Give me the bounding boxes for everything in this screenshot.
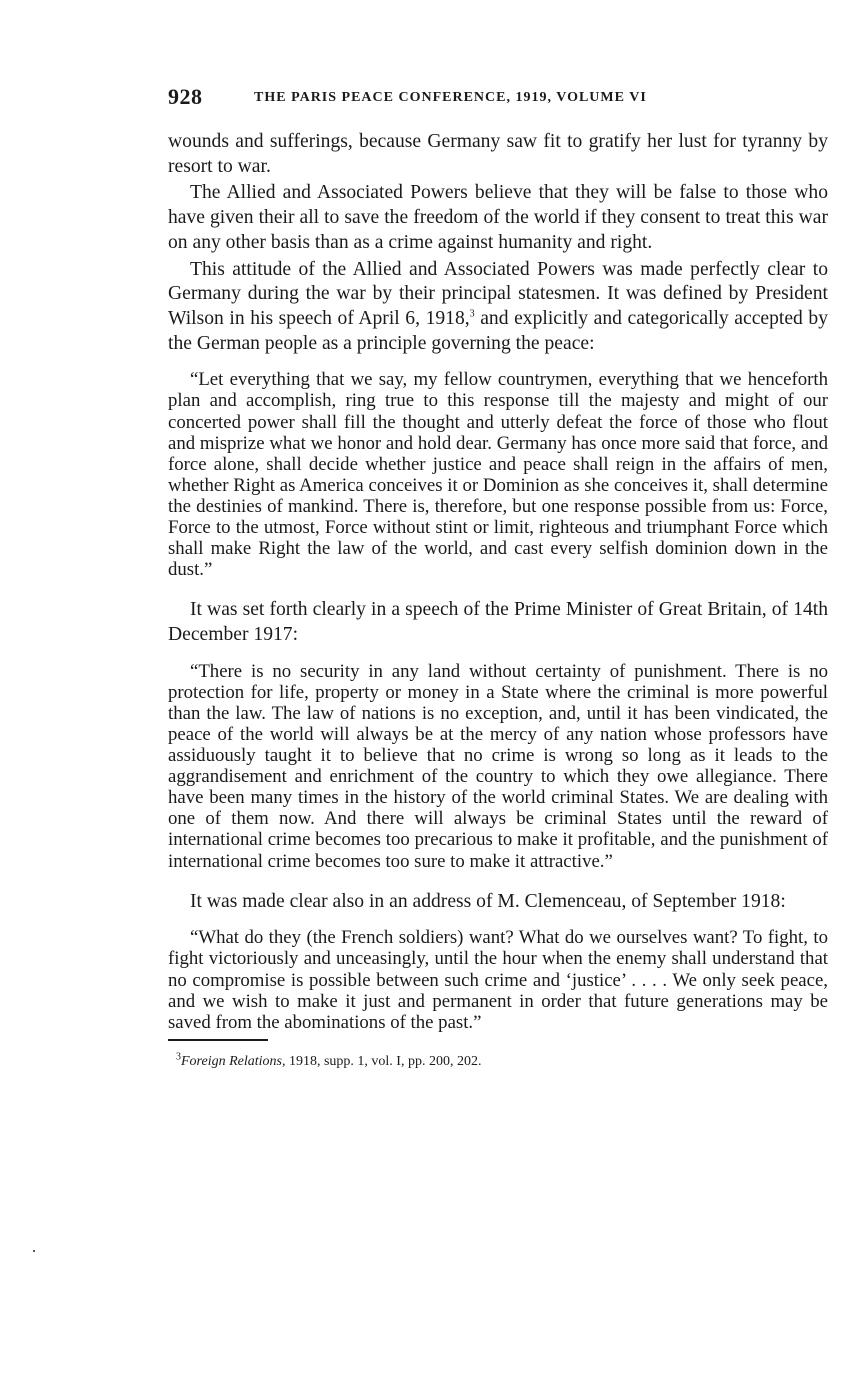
quote-clemenceau: “What do they (the French soldiers) want? What do we ourselves want? To fight, to fight victoriously and unceasingly, until the hour when the enemy shall understand that no compromise is possible between such crime and ‘justice’ . . . . We only seek peace, and we wish to make it just and permanent in order that future generations may be saved from the abominations of the past.”	[168, 927, 828, 1033]
paragraph-clemenceau: It was made clear also in an address of M. Clemenceau, of September 1918:	[190, 890, 786, 912]
footnote-source-title: Foreign Relations,	[181, 1053, 286, 1069]
quote-prime-minister: “There is no security in any land without certainty of punishment. There is no protection for life, property or money in a State where the criminal is more powerful than the law. The law of nations is no exception, and, until it has been vindicated, the peace of the world will always be at the mercy of any nation whose professors have assiduously taught it to believe that no crime is wrong so long as it leads to the aggrandisement and enrichment of the country to which they owe allegiance. There have been many times in the history of the world criminal States. We are dealing with one of them now. And there will always be criminal States until the reward of international crime becomes too precarious to make it profitable, and the punishment of international crime becomes too sure to make it attractive.”	[168, 660, 828, 872]
paragraph-allied-powers: The Allied and Associated Powers believe that they will be false to those who have given their all to save the freedom of the world if they consent to treat this war on any other basis than as a crime against humanity and right.	[168, 182, 828, 253]
paragraph-continuation: wounds and sufferings, because Germany saw fit to gratify her lust for tyranny by resort to war.	[168, 131, 828, 177]
footnote-marker: 3	[176, 1051, 181, 1063]
footnote-divider	[168, 1039, 268, 1041]
paragraph-attitude-text-1: This attitude of the Allied and Associated Powers was made perfectly clear to Germany during the war by their principal statesmen. It was defined by President Wilson in his speech of April 6, 1918,	[168, 258, 828, 329]
footnote-source-details: 1918, supp. 1, vol. I, pp. 200, 202.	[285, 1053, 482, 1069]
paragraph-attitude-text-2: and explicitly and categorically accepted by the German people as a principle governing the peace:	[168, 307, 828, 354]
running-title: THE PARIS PEACE CONFERENCE, 1919, VOLUME VI	[254, 90, 647, 105]
page-number: 928	[168, 84, 203, 109]
document-page	[168, 84, 828, 1071]
running-head	[168, 84, 828, 114]
quote-wilson: “Let everything that we say, my fellow countrymen, everything that we henceforth plan and accomplish, ring true to this response till the majesty and might of our concerted power shall fill the thought and utterly defeat the force of those who flout and misprize what we honor and hold dear. Germany has once more said that force, and force alone, shall decide whether justice and peace shall reign in the affairs of men, whether Right as America conceives it or Dominion as she conceives it, shall determine the destinies of mankind. There is, therefore, but one response possible from us: Force, Force to the utmost, Force without stint or limit, righteous and triumphant Force which shall make Right the law of the world, and cast every selfish dominion down in the dust.”	[168, 369, 828, 581]
paragraph-attitude	[168, 258, 828, 357]
footnote-reference: 3	[469, 308, 475, 320]
paragraph-prime-minister: It was set forth clearly in a speech of the Prime Minister of Great Britain, of 14th December 1917:	[168, 599, 828, 645]
footnote	[168, 1053, 828, 1071]
stray-ink-mark	[33, 1250, 35, 1252]
